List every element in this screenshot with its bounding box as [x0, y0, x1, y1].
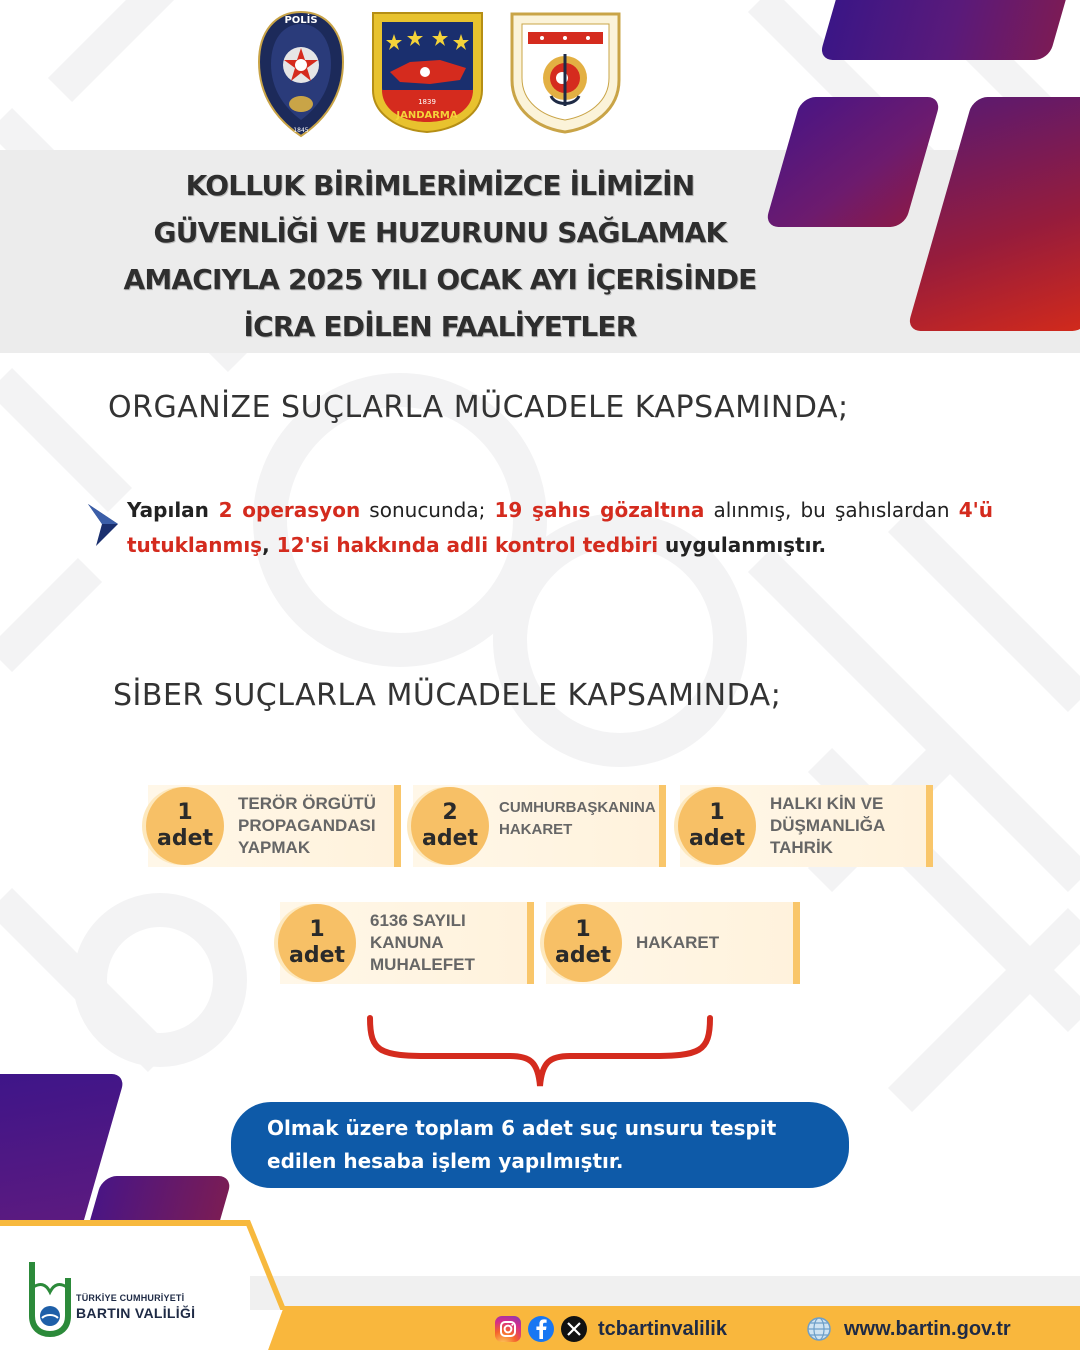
stat-card: [680, 785, 933, 867]
title-line: KOLLUK BİRİMLERİMİZCE İLİMİZİN: [185, 169, 695, 202]
stat-count: 1: [575, 917, 591, 942]
text-fragment: ,: [262, 533, 277, 557]
text-fragment: alınmış, bu şahıslardan: [704, 498, 959, 522]
highlight-judicial-control: 12'si hakkında adli kontrol tedbiri: [276, 533, 659, 557]
organize-heading: ORGANİZE SUÇLARLA MÜCADELE KAPSAMINDA;: [108, 390, 849, 425]
summary-line: edilen hesaba işlem yapılmıştır.: [267, 1149, 624, 1173]
page-title: [60, 162, 820, 350]
card-accent-bar: [793, 902, 800, 984]
label-line: TAHRİK: [770, 838, 833, 857]
label-line: CUMHURBAŞKANINA: [499, 799, 656, 816]
x-icon[interactable]: [561, 1316, 587, 1342]
footer-stripe: [0, 1220, 250, 1226]
count-circle: [544, 904, 622, 982]
stat-label: [370, 910, 489, 976]
label-line: HALKI KİN VE: [770, 794, 884, 813]
social-links: [495, 1316, 727, 1342]
card-accent-bar: [926, 785, 933, 867]
text-fragment: Yapılan: [127, 498, 219, 522]
count-circle: [411, 787, 489, 865]
stat-count: 1: [709, 800, 725, 825]
stat-card: [546, 902, 800, 984]
label-line: KANUNA: [370, 933, 444, 952]
count-circle: [278, 904, 356, 982]
highlight-detained: 19 şahıs gözaltına: [494, 498, 705, 522]
label-line: MUHALEFET: [370, 955, 475, 974]
label-line: HAKARET: [499, 821, 573, 838]
stat-unit: adet: [421, 826, 479, 851]
stat-unit: adet: [554, 943, 612, 968]
card-accent-bar: [659, 785, 666, 867]
summary-line: Olmak üzere toplam 6 adet suç unsuru tespit: [267, 1116, 777, 1140]
website-link[interactable]: [806, 1316, 1011, 1342]
stat-card: [413, 785, 666, 867]
label-line: 6136 SAYILI: [370, 911, 466, 930]
social-handle[interactable]: tcbartinvalilik: [598, 1317, 727, 1340]
label-line: TERÖR ÖRGÜTÜ: [238, 794, 376, 813]
stat-unit: adet: [288, 943, 346, 968]
stat-count: 1: [309, 917, 325, 942]
label-line: PROPAGANDASI: [238, 816, 376, 835]
label-line: DÜŞMANLIĞA: [770, 816, 886, 835]
arrow-bullet-icon: [86, 502, 120, 548]
title-line: GÜVENLİĞİ VE HUZURUNU SAĞLAMAK: [153, 216, 727, 249]
website-url[interactable]: www.bartin.gov.tr: [844, 1317, 1011, 1340]
instagram-icon[interactable]: [495, 1316, 521, 1342]
svg-text:1845: 1845: [293, 127, 309, 134]
text-fragment: sonucunda;: [360, 498, 495, 522]
highlight-arrested: 4'ü tutuklanmış: [127, 498, 994, 557]
text-fragment: uygulanmıştır.: [658, 533, 827, 557]
count-circle: [146, 787, 224, 865]
coast-guard-emblem: [508, 10, 623, 135]
stat-label: [636, 932, 733, 954]
card-accent-bar: [394, 785, 401, 867]
svg-text:JANDARMA: JANDARMA: [396, 110, 458, 121]
stat-count: 2: [442, 800, 458, 825]
globe-icon: [806, 1316, 832, 1342]
gendarmerie-emblem: [370, 10, 485, 135]
stat-count: 1: [177, 800, 193, 825]
stat-card: [148, 785, 401, 867]
org-line-2: BARTIN VALİLİĞİ: [76, 1305, 196, 1321]
curly-brace-icon: [360, 1012, 720, 1092]
summary-pill: [231, 1102, 849, 1188]
facebook-icon[interactable]: [528, 1316, 554, 1342]
stat-label: [499, 797, 662, 841]
stat-label: [770, 793, 899, 859]
bartin-valiligi-logo-icon: [26, 1258, 74, 1338]
label-line: HAKARET: [636, 933, 720, 952]
siber-heading: SİBER SUÇLARLA MÜCADELE KAPSAMINDA;: [113, 678, 782, 713]
valilik-name: [76, 1293, 195, 1322]
organize-paragraph: [127, 493, 993, 563]
label-line: YAPMAK: [238, 838, 311, 857]
org-line-1: TÜRKİYE CUMHURİYETİ: [76, 1293, 185, 1303]
card-accent-bar: [527, 902, 534, 984]
stat-unit: adet: [156, 826, 214, 851]
svg-text:POLİS: POLİS: [284, 15, 318, 26]
stat-label: [238, 793, 390, 859]
police-emblem: [255, 10, 347, 138]
footer-grey-band: [236, 1276, 1080, 1310]
stat-unit: adet: [688, 826, 746, 851]
stat-card: [280, 902, 534, 984]
title-line: İCRA EDİLEN FAALİYETLER: [243, 310, 637, 343]
svg-text:1839: 1839: [418, 98, 436, 106]
decor-parallelogram-top: [819, 0, 1072, 60]
highlight-operations: 2 operasyon: [218, 498, 361, 522]
count-circle: [678, 787, 756, 865]
title-line: AMACIYLA 2025 YILI OCAK AYI İÇERİSİNDE: [123, 263, 757, 296]
